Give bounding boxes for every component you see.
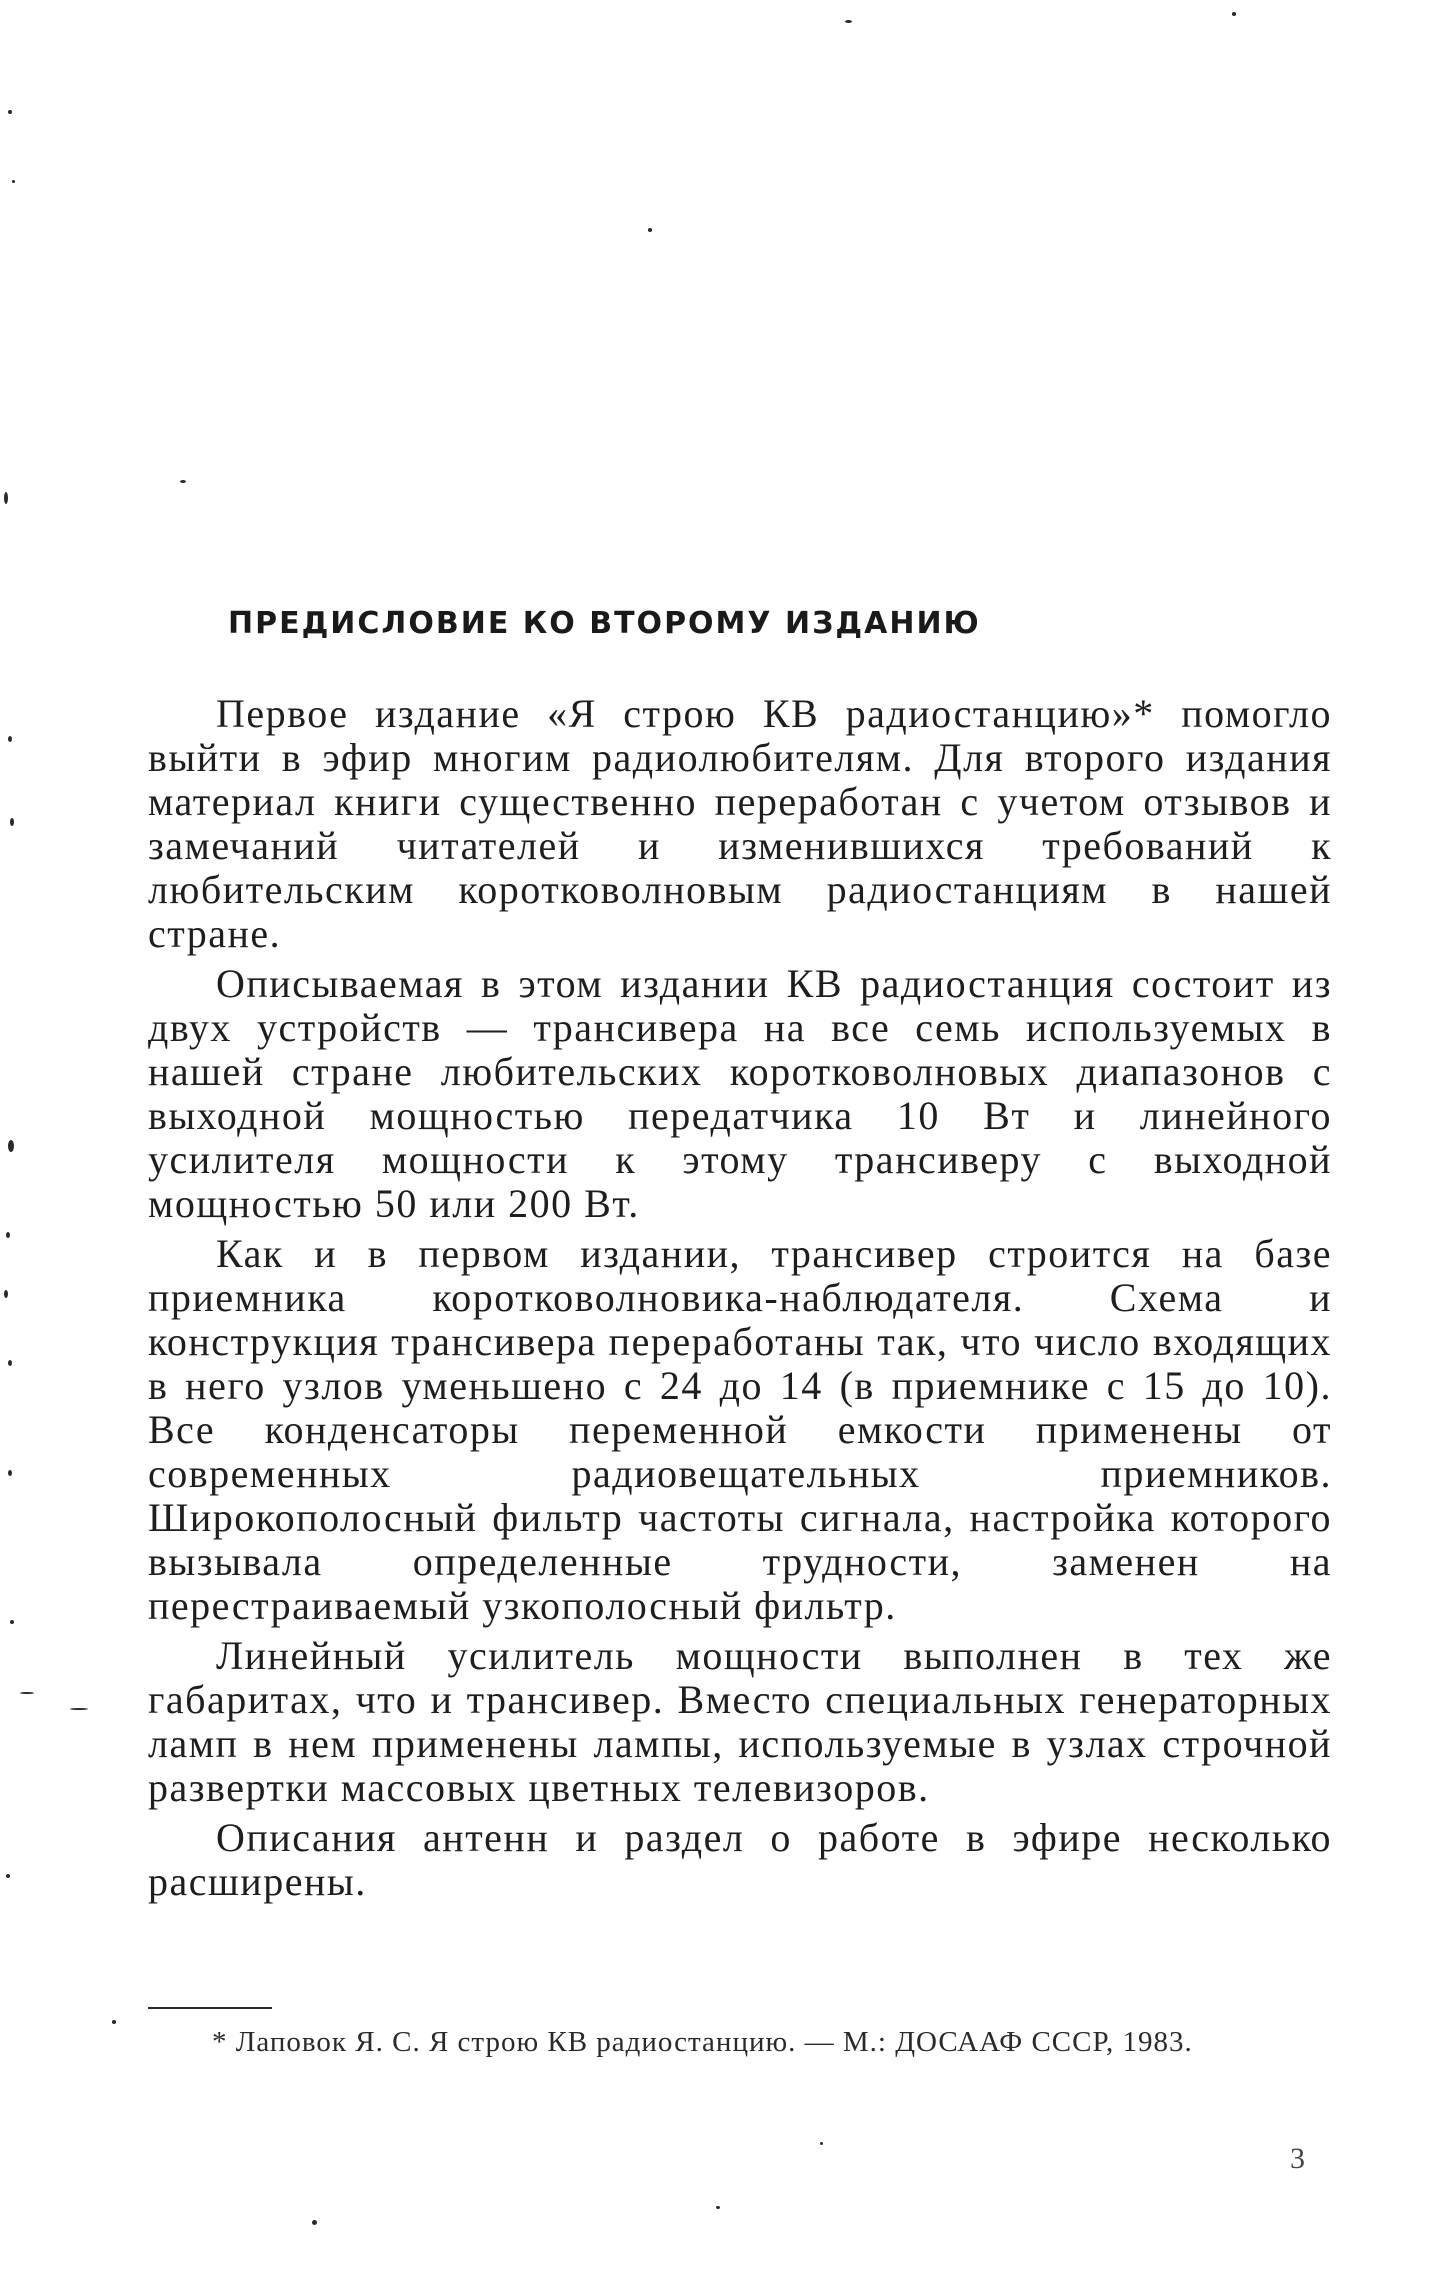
paragraph-3: Как и в первом издании, трансивер строится на базе приемника коротковолновика-наблюдателя. Схема и конструкция трансивера переработаны так, что число входящих в него узлов уменьшено с 24 до 14 (в приемнике с 15 до 10). Все конденсаторы переменной емкости применены от современных радиовещательных приемников. Широкополосный фильтр частоты сигнала, настройка которого вызывала определенные трудности, заменен на перестраиваемый узкополосный фильтр. [148, 1231, 1332, 1628]
scan-speck [10, 818, 14, 826]
paragraph-5: Описания антенн и раздел о работе в эфире несколько расширены. [148, 1815, 1332, 1904]
paragraph-4: Линейный усилитель мощности выполнен в тех же габаритах, что и трансивер. Вместо специальных генераторных ламп в нем применены лампы, используемые в узлах строчной развертки массовых цветных телевизоров. [148, 1633, 1332, 1810]
scan-speck [8, 1140, 14, 1152]
scan-speck [20, 1692, 34, 1694]
scan-speck [180, 480, 186, 483]
scan-speck [648, 228, 652, 232]
scan-speck [6, 1232, 10, 1238]
scan-speck [1232, 12, 1236, 16]
paragraph-2: Описываемая в этом издании КВ радиостанция состоит из двух устройств — трансивера на все семь используемых в нашей стране любительских коротковолновых диапазонов с выходной мощностью передатчика 10 Вт и линейного усилителя мощности к этому трансиверу с выходной мощностью 50 или 200 Вт. [148, 961, 1332, 1226]
footnote: * Лаповок Я. С. Я строю КВ радиостанцию. — М.: ДОСААФ СССР, 1983. [212, 2026, 1193, 2058]
paragraph-1: Первое издание «Я строю КВ радиостанцию»* помогло выйти в эфир многим радиолюбителям. Для второго издания материал книги существенно переработан с учетом отзывов и замечаний читателей и изменившихся требований к любительским коротковолновым радиостанциям в нашей стране. [148, 691, 1332, 956]
scan-speck [6, 1874, 10, 1878]
scan-speck [312, 2220, 317, 2225]
footnote-divider [148, 2007, 272, 2009]
page-number: 3 [1290, 2142, 1305, 2175]
scan-speck [8, 736, 12, 742]
scan-speck [112, 2020, 116, 2024]
scan-speck [8, 1360, 12, 1366]
scan-speck [845, 20, 852, 23]
scan-speck [12, 180, 15, 183]
scan-speck [716, 2206, 720, 2209]
scan-speck [70, 1708, 88, 1710]
scan-speck [4, 1290, 8, 1298]
scan-speck [820, 2142, 823, 2145]
section-heading: ПРЕДИСЛОВИЕ КО ВТОРОМУ ИЗДАНИЮ [228, 606, 981, 641]
scan-speck [8, 1470, 12, 1476]
body-text [148, 692, 1332, 1904]
scan-speck [8, 110, 12, 114]
scan-speck [4, 492, 8, 504]
scan-speck [10, 1620, 14, 1624]
